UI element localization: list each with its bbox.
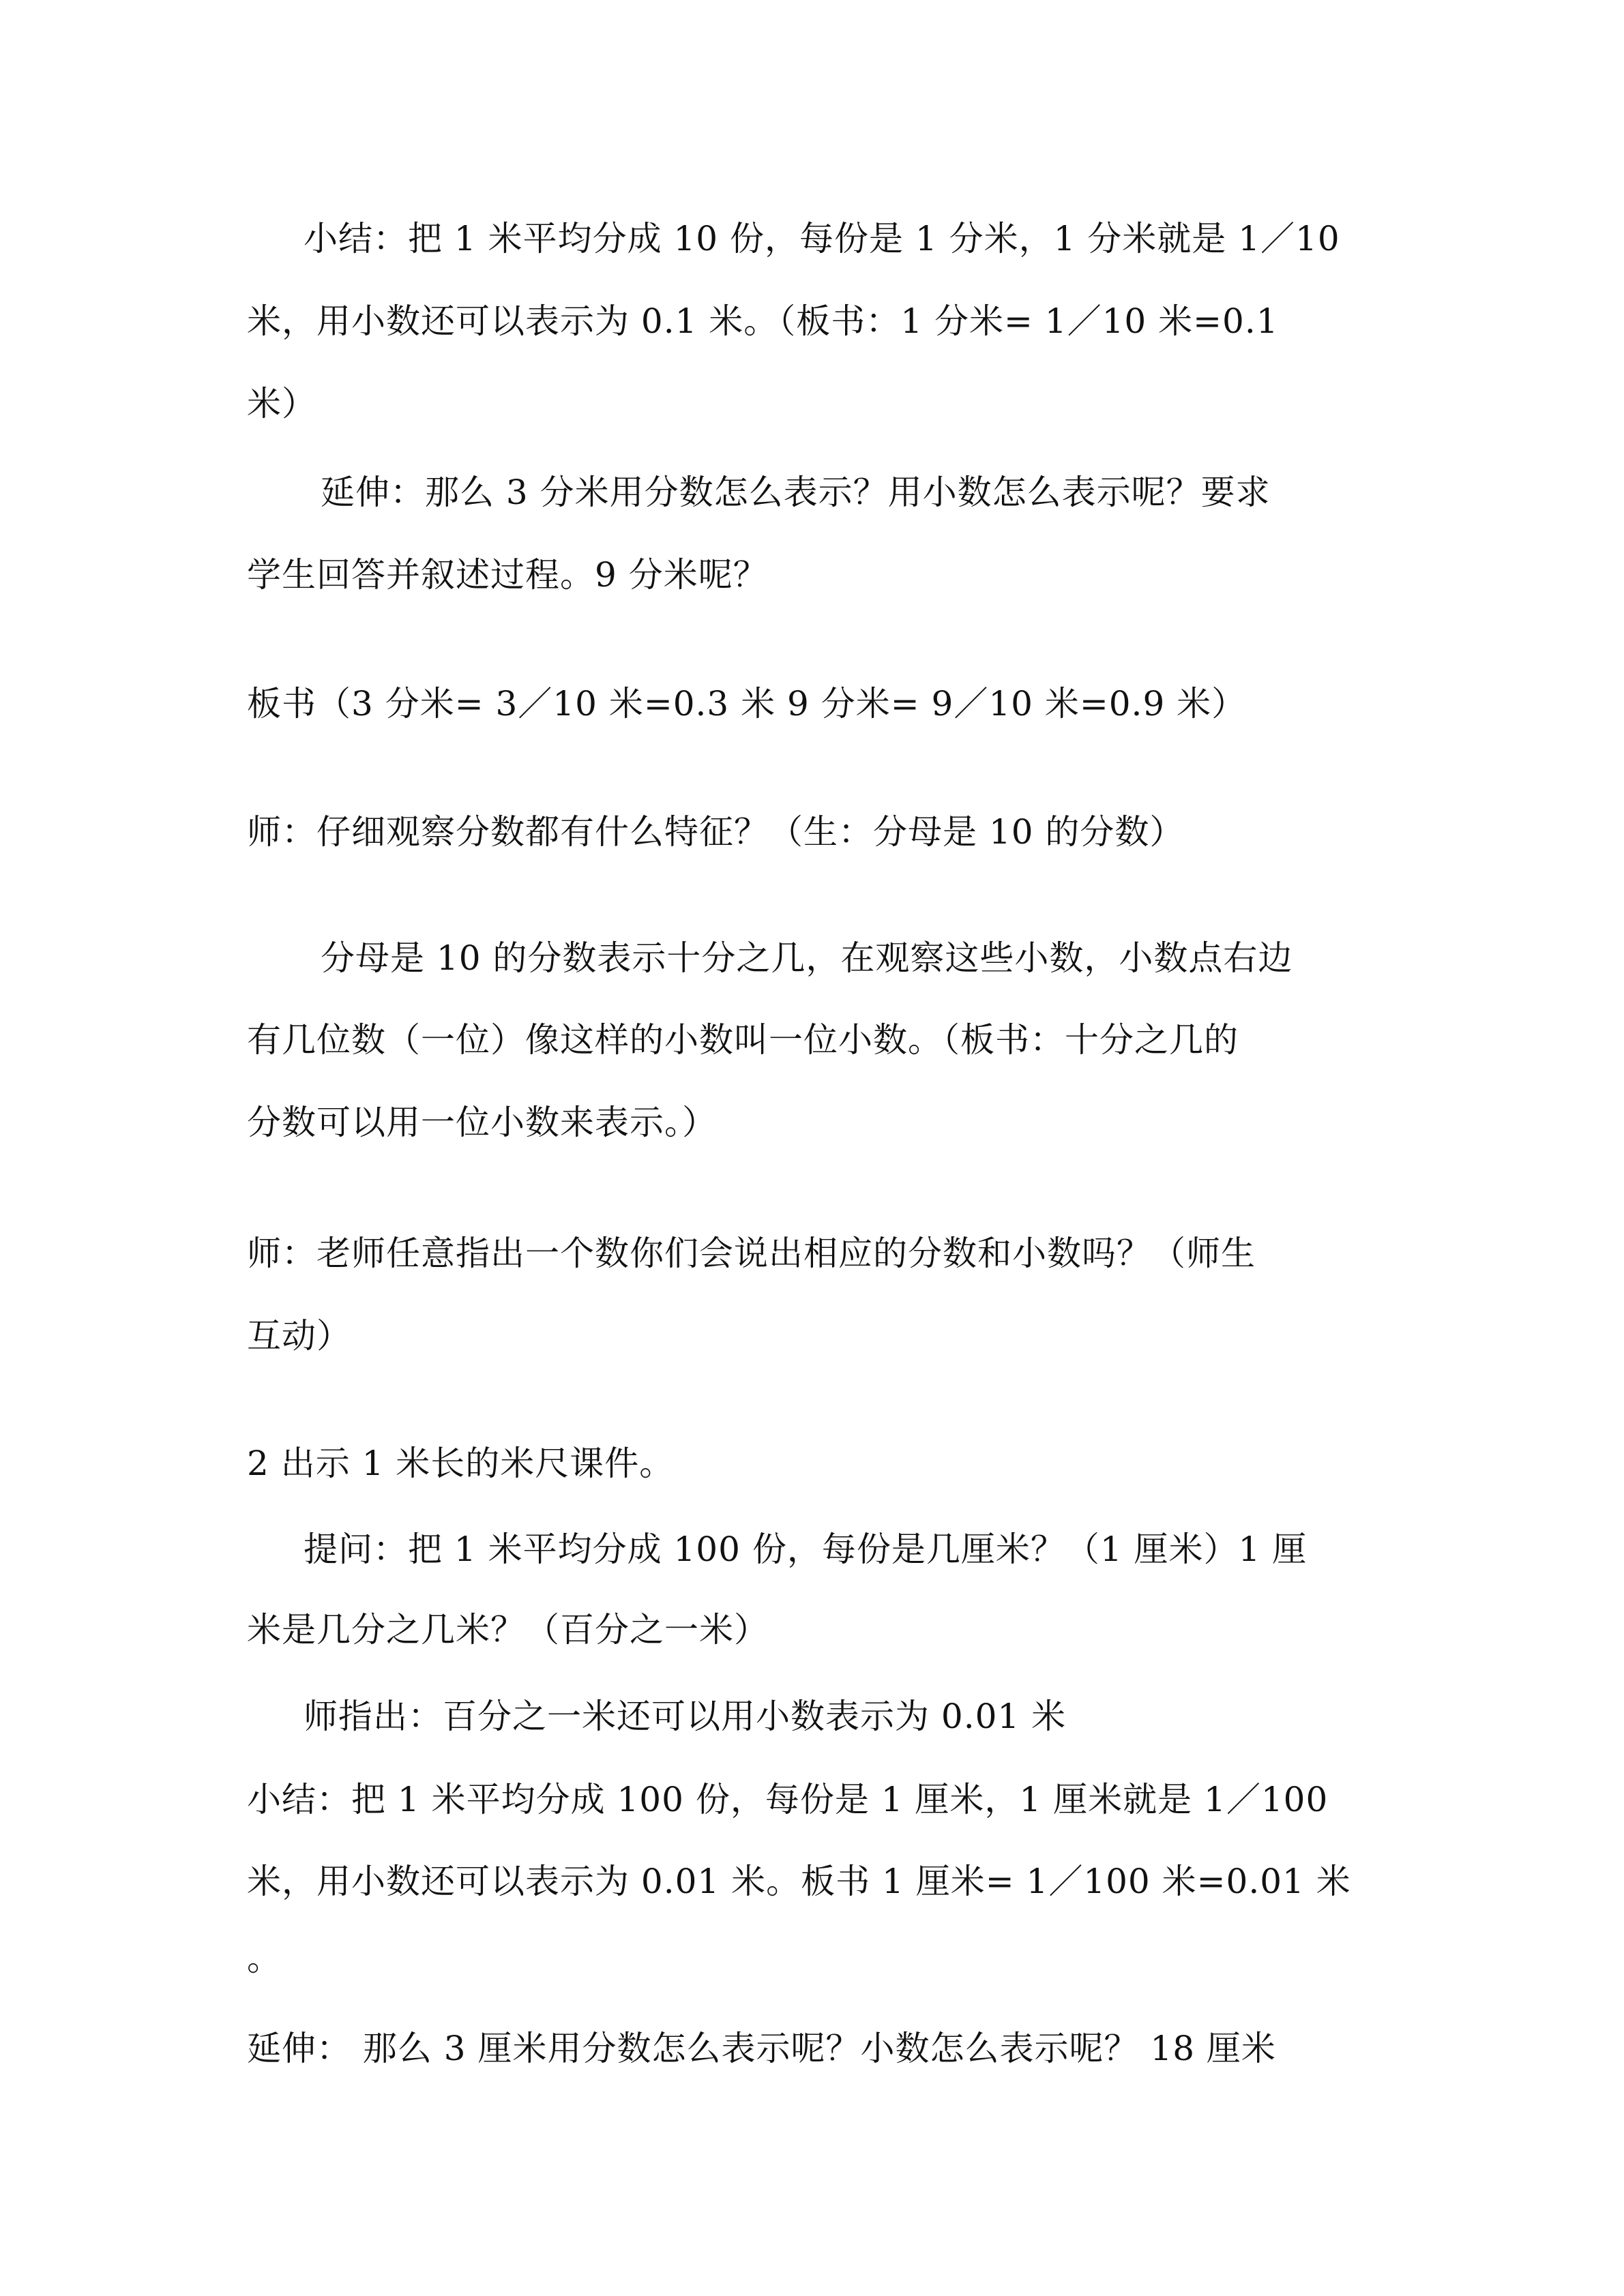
paragraph-line: 师：仔细观察分数都有什么特征？（生：分母是 10 的分数） bbox=[247, 812, 1185, 852]
paragraph-line: 有几位数（一位）像这样的小数叫一位小数。（板书：十分之几的 bbox=[247, 1020, 1239, 1060]
paragraph-line: 延伸： 那么 3 厘米用分数怎么表示呢？小数怎么表示呢？ 18 厘米 bbox=[247, 2029, 1276, 2068]
paragraph-line: 提问：把 1 米平均分成 100 份，每份是几厘米？（1 厘米）1 厘 bbox=[304, 1530, 1308, 1569]
paragraph-line: 分母是 10 的分数表示十分之几，在观察这些小数，小数点右边 bbox=[321, 938, 1293, 978]
paragraph-line: 板书（3 分米= 3／10 米=0.3 米 9 分米= 9／10 米=0.9 米） bbox=[247, 684, 1247, 724]
paragraph-line: 延伸：那么 3 分米用分数怎么表示？用小数怎么表示呢？要求 bbox=[321, 473, 1271, 512]
paragraph-line: 小结：把 1 米平均分成 10 份，每份是 1 分米，1 分米就是 1／10 bbox=[304, 219, 1340, 258]
paragraph-line: 米，用小数还可以表示为 0.01 米。板书 1 厘米= 1／100 米=0.01 米 bbox=[247, 1862, 1351, 1901]
paragraph-line: 学生回答并叙述过程。9 分米呢？ bbox=[247, 555, 768, 595]
paragraph-line: 互动） bbox=[247, 1316, 351, 1356]
paragraph-line: 2 出示 1 米长的米尺课件。 bbox=[247, 1444, 675, 1483]
paragraph-line: 师：老师任意指出一个数你们会说出相应的分数和小数吗？（师生 bbox=[247, 1234, 1256, 1273]
paragraph-line: 米是几分之几米？（百分之一米） bbox=[247, 1610, 769, 1650]
paragraph-line: 师指出：百分之一米还可以用小数表示为 0.01 米 bbox=[304, 1697, 1067, 1736]
paragraph-line: 米） bbox=[247, 384, 316, 423]
paragraph-line: 。 bbox=[247, 1939, 282, 1978]
paragraph-line: 米，用小数还可以表示为 0.1 米。（板书：1 分米= 1／10 米=0.1 bbox=[247, 301, 1279, 341]
paragraph-line: 小结：把 1 米平均分成 100 份，每份是 1 厘米，1 厘米就是 1／100 bbox=[247, 1780, 1329, 1819]
paragraph-line: 分数可以用一位小数来表示。） bbox=[247, 1103, 717, 1142]
